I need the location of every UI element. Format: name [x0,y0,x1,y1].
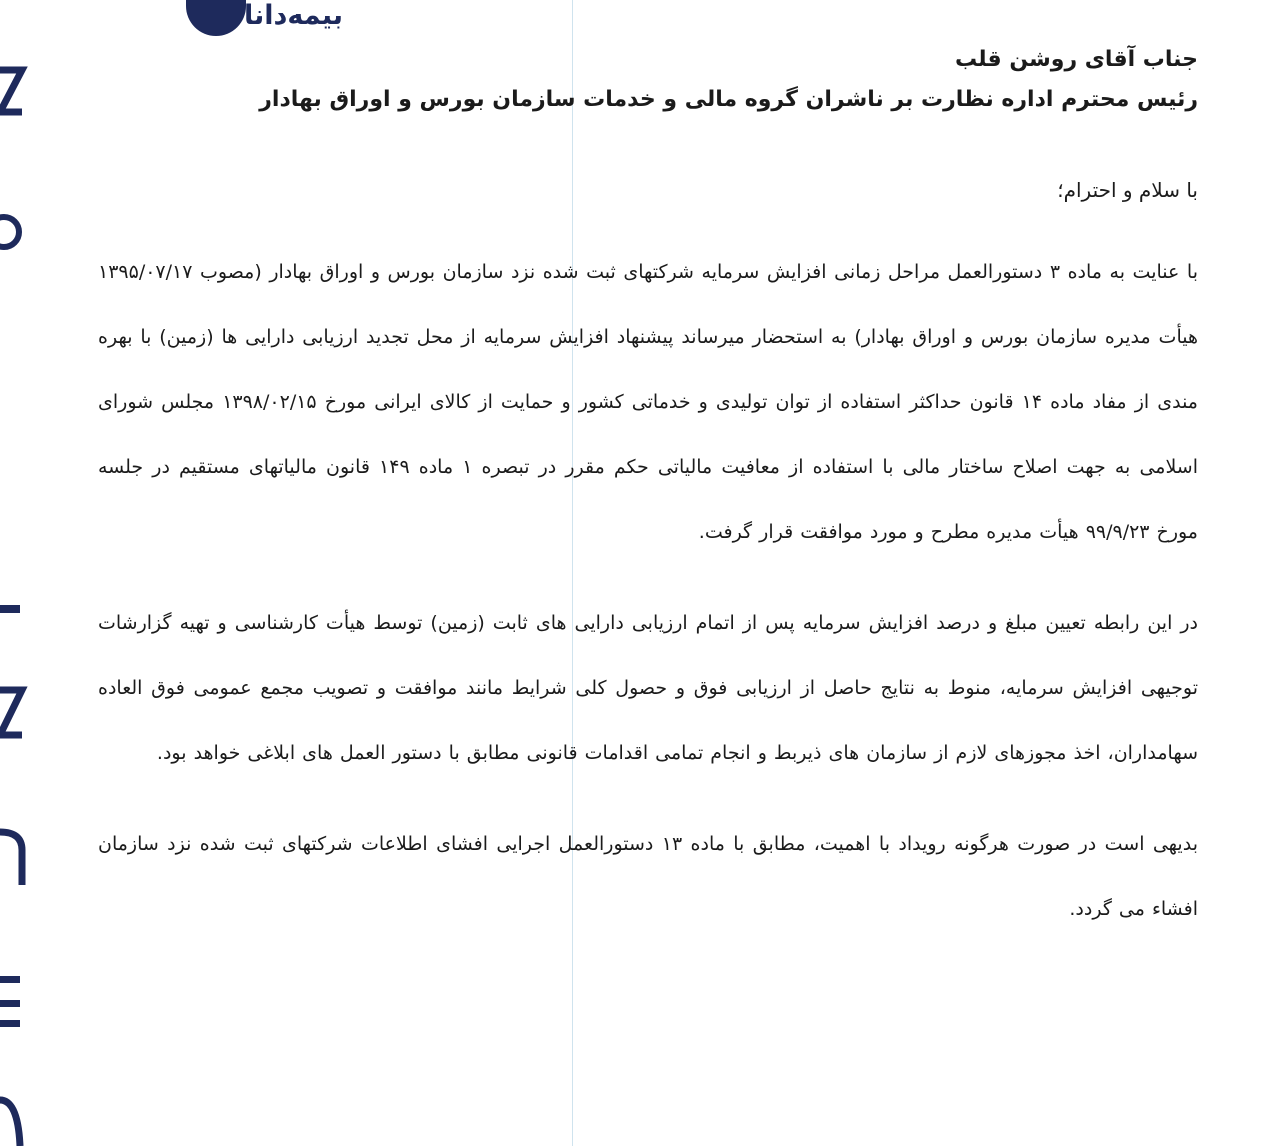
addressee-name: جناب آقای روشن قلب [955,47,1198,72]
paragraph: با عنایت به ماده ۳ دستورالعمل مراحل زمانی افزایش سرمایه شرکتهای ثبت شده نزد سازمان بورس و اوراق بهادار (مصوب ۱۳۹۵/۰۷/۱۷ هیأت مدیره سازمان بورس و اوراق بهادار) به استحضار میرساند پیشنهاد افزایش سرمایه از محل تجدید ارزیابی دارایی ها (زمین) با بهره مندی از مفاد ماده ۱۴ قانون حداکثر استفاده از توان تولیدی و خدماتی کشور و حمایت از کالای ایرانی مورخ ۱۳۹۸/۰۲/۱۵ مجلس شورای اسلامی به جهت اصلاح ساختار مالی با استفاده از معافیت مالیاتی حکم مقرر در تبصره ۱ ماده ۱۴۹ قانون مالیاتهای مستقیم در جلسه مورخ ۹۹/۹/۲۳ هیأت مدیره مطرح و مورد موافقت قرار گرفت. [98,261,1198,543]
company-logo [186,0,376,44]
addressee-title: رئیس محترم اداره نظارت بر ناشران گروه مالی و خدمات سازمان بورس و اوراق بهادار [259,87,1198,112]
side-decoration-icon [0,0,40,1146]
paragraph: بدیهی است در صورت هرگونه رویداد با اهمیت، مطابق با ماده ۱۳ دستورالعمل اجرایی افشای اطلاعات شرکتهای ثبت شده نزد سازمان افشاء می گردد. [98,833,1198,920]
paragraph: در این رابطه تعیین مبلغ و درصد افزایش سرمایه پس از اتمام ارزیابی دارایی های ثابت (زمین) توسط هیأت کارشناسی و تهیه گزارشات توجیهی افزایش سرمایه، منوط به نتایج حاصل از ارزیابی فوق و حصول کلی شرایط مانند موافقت و تصویب مجمع عمومی فوق العاده سهامداران، اخذ مجوزهای لازم از سازمان های ذیربط و انجام تمامی اقدامات قانونی مطابق با دستور العمل های ابلاغی خواهد بود. [98,612,1198,764]
logo-emblem-icon [186,0,246,36]
letter-body [98,40,1198,942]
side-decoration-band [0,0,40,1146]
greeting: با سلام و احترام؛ [1057,178,1198,202]
logo-text: بیمه‌دانا [244,0,344,31]
